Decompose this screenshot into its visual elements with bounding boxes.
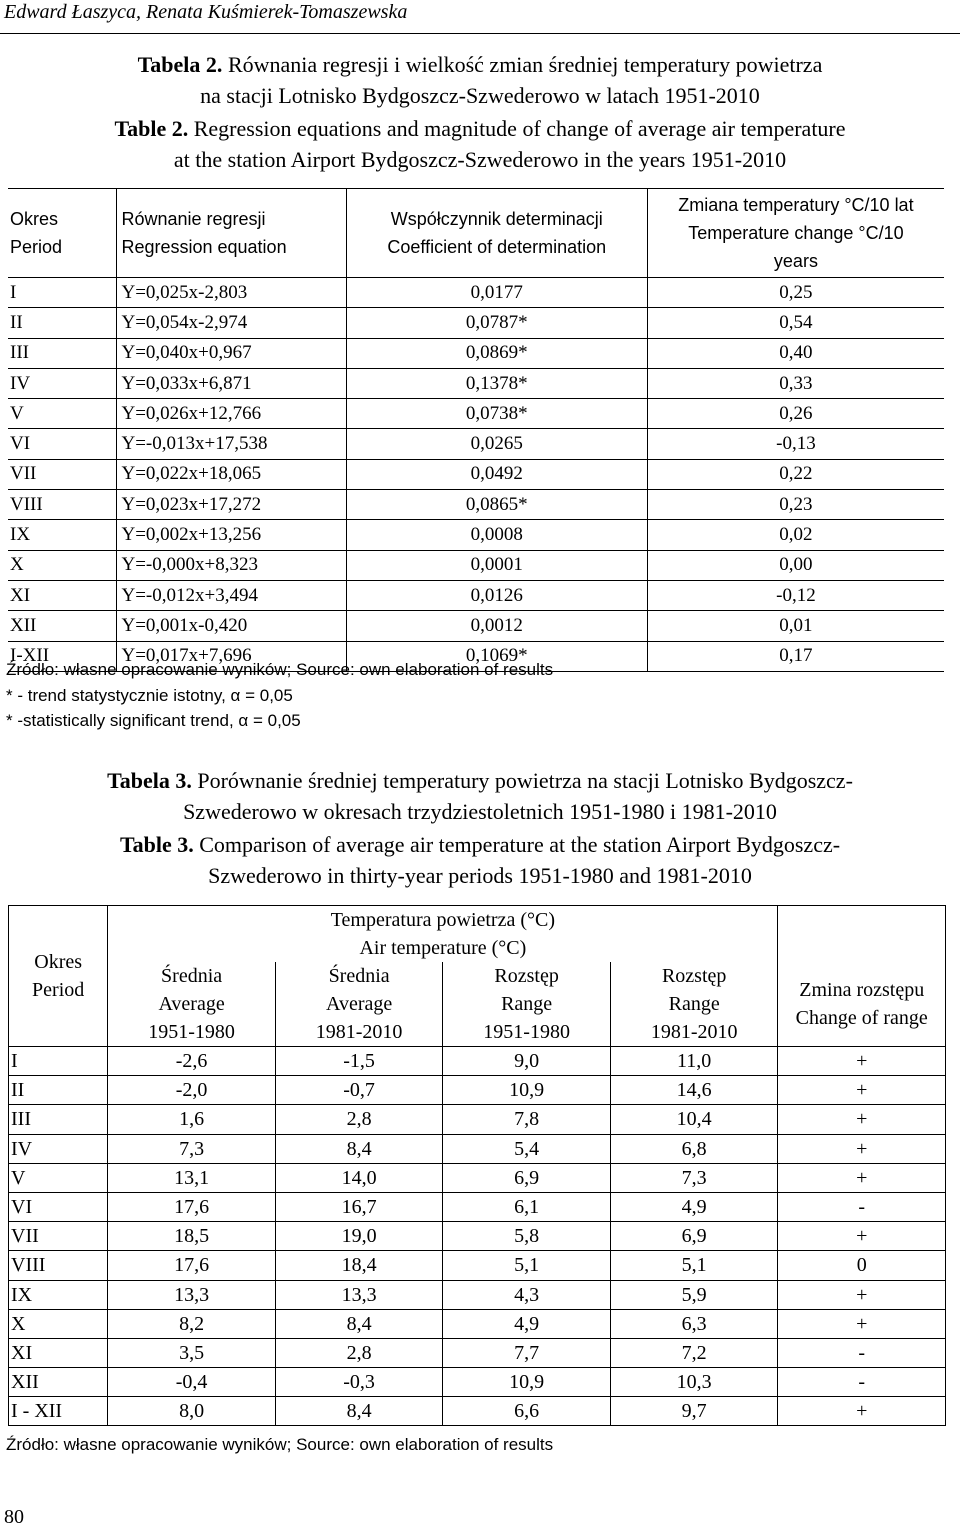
table3-cell-avg1: -0,4 bbox=[108, 1368, 276, 1397]
table3-cell-avg2: 18,4 bbox=[275, 1251, 443, 1280]
table3-cell-chg: - bbox=[778, 1338, 946, 1367]
table3-cell-chg: + bbox=[778, 1222, 946, 1251]
table3-header-change bbox=[778, 962, 946, 1047]
table3-caption-en bbox=[0, 829, 960, 891]
table3-cell-avg2: 19,0 bbox=[275, 1222, 443, 1251]
table-row bbox=[8, 490, 944, 520]
table3-header-period-en: Period bbox=[32, 979, 85, 1001]
table2-cell-change: 0,40 bbox=[647, 338, 944, 368]
table3-cell-avg2: 8,4 bbox=[275, 1309, 443, 1338]
table-row bbox=[9, 1105, 946, 1134]
table3-cell-avg1: 3,5 bbox=[108, 1338, 276, 1367]
table3-cell-avg1: 18,5 bbox=[108, 1222, 276, 1251]
table-row bbox=[8, 338, 944, 368]
table2-cell-coef: 0,0012 bbox=[346, 611, 647, 641]
table-row bbox=[9, 1309, 946, 1338]
table3-header-rng1-years: 1951-1980 bbox=[483, 1021, 570, 1043]
table-row bbox=[8, 580, 944, 610]
table3-cell-chg: + bbox=[778, 1309, 946, 1338]
table3-cell-rng1: 10,9 bbox=[443, 1368, 611, 1397]
table3-header-row-1 bbox=[9, 906, 946, 963]
table3 bbox=[8, 905, 946, 1426]
table2-cell-period: V bbox=[8, 399, 117, 429]
table3-cell-period: I - XII bbox=[9, 1397, 108, 1426]
table3-header-period-pl: Okres bbox=[34, 951, 83, 973]
table-row bbox=[9, 1134, 946, 1163]
table2-cell-equation: Y=0,025x-2,803 bbox=[117, 278, 346, 308]
table3-cell-avg2: -0,7 bbox=[275, 1076, 443, 1105]
table2-header-period bbox=[8, 189, 117, 278]
table2-cell-equation: Y=0,002x+13,256 bbox=[117, 520, 346, 550]
table3-header-avg2-en: Average bbox=[325, 993, 393, 1015]
table3-cell-rng2: 6,8 bbox=[610, 1134, 778, 1163]
table3-caption-pl-label: Tabela 3. bbox=[107, 768, 192, 793]
table3-cell-avg1: 17,6 bbox=[108, 1192, 276, 1221]
table2-header-change-pl: Zmiana temperatury °C/10 lat bbox=[678, 195, 914, 215]
table2-header-period-en: Period bbox=[10, 237, 63, 257]
table-row bbox=[8, 308, 944, 338]
table2-cell-change: 0,25 bbox=[647, 278, 944, 308]
table2-header-equation-pl: Równanie regresji bbox=[121, 209, 266, 229]
table2-header-change bbox=[647, 189, 944, 278]
table2-cell-change: 0,22 bbox=[647, 459, 944, 489]
table2-cell-period: X bbox=[8, 550, 117, 580]
table2-cell-coef: 0,0126 bbox=[346, 580, 647, 610]
table2 bbox=[8, 188, 944, 672]
table2-caption-en-line1: Regression equations and magnitude of change of average air temperature bbox=[193, 116, 846, 141]
table2-note-pl: * - trend statystycznie istotny, α = 0,05 bbox=[6, 686, 293, 705]
table2-caption-pl-line2: na stacji Lotnisko Bydgoszcz-Szwederowo w latach 1951-2010 bbox=[200, 83, 760, 108]
table3-cell-rng1: 7,7 bbox=[443, 1338, 611, 1367]
table3-cell-chg: - bbox=[778, 1368, 946, 1397]
table3-header-rng1 bbox=[443, 962, 611, 1047]
table3-header-rng2-years: 1981-2010 bbox=[650, 1021, 738, 1043]
table3-cell-chg: + bbox=[778, 1397, 946, 1426]
table3-header-period bbox=[9, 906, 108, 1047]
table3-cell-avg1: -2,0 bbox=[108, 1076, 276, 1105]
table3-cell-period: XII bbox=[9, 1368, 108, 1397]
table2-cell-coef: 0,0492 bbox=[346, 459, 647, 489]
table3-caption-pl bbox=[0, 765, 960, 827]
table2-caption-pl bbox=[0, 49, 960, 111]
table2-cell-period: I bbox=[8, 278, 117, 308]
table3-cell-chg: + bbox=[778, 1134, 946, 1163]
table2-cell-period: VI bbox=[8, 429, 117, 459]
table3-cell-avg2: 16,7 bbox=[275, 1192, 443, 1221]
table3-cell-period: XI bbox=[9, 1338, 108, 1367]
table3-cell-avg1: 8,2 bbox=[108, 1309, 276, 1338]
table3-header-group-pl: Temperatura powietrza (°C) bbox=[330, 909, 556, 931]
header-rule bbox=[0, 33, 960, 34]
table3-cell-rng1: 4,3 bbox=[443, 1280, 611, 1309]
table3-header-avg2-pl: Średnia bbox=[328, 965, 390, 987]
table3-cell-period: IX bbox=[9, 1280, 108, 1309]
table2-cell-change: 0,02 bbox=[647, 520, 944, 550]
table3-cell-rng1: 10,9 bbox=[443, 1076, 611, 1105]
table2-cell-change: 0,33 bbox=[647, 368, 944, 398]
table3-cell-rng1: 9,0 bbox=[443, 1047, 611, 1076]
table3-cell-avg1: -2,6 bbox=[108, 1047, 276, 1076]
table2-cell-change: 0,23 bbox=[647, 490, 944, 520]
table3-header-change-en: Change of range bbox=[795, 1007, 928, 1029]
table-row bbox=[9, 1192, 946, 1221]
table3-cell-period: IV bbox=[9, 1134, 108, 1163]
table3-cell-avg1: 1,6 bbox=[108, 1105, 276, 1134]
table2-caption-en-line2: at the station Airport Bydgoszcz-Szwederowo in the years 1951-2010 bbox=[173, 147, 787, 172]
table-row bbox=[9, 1338, 946, 1367]
table2-header-row bbox=[8, 189, 944, 278]
table-row bbox=[9, 1280, 946, 1309]
table-row bbox=[9, 1397, 946, 1426]
table3-cell-avg2: 8,4 bbox=[275, 1134, 443, 1163]
table2-header-change-en: Temperature change °C/10 bbox=[688, 223, 904, 243]
table3-cell-rng1: 4,9 bbox=[443, 1309, 611, 1338]
table2-cell-equation: Y=0,017x+7,696 bbox=[117, 641, 346, 671]
table3-header-rng2 bbox=[610, 962, 778, 1047]
table-row bbox=[9, 1163, 946, 1192]
table3-cell-period: II bbox=[9, 1076, 108, 1105]
table3-cell-avg2: 2,8 bbox=[275, 1105, 443, 1134]
table3-cell-rng1: 5,8 bbox=[443, 1222, 611, 1251]
table3-cell-period: X bbox=[9, 1309, 108, 1338]
table2-caption-en bbox=[0, 113, 960, 175]
table3-cell-chg: + bbox=[778, 1280, 946, 1309]
table2-source: Źródło: własne opracowanie wyników; Source: own elaboration of results bbox=[6, 660, 554, 679]
table2-cell-period: III bbox=[8, 338, 117, 368]
table3-cell-chg: 0 bbox=[778, 1251, 946, 1280]
running-header: Edward Łaszyca, Renata Kuśmierek-Tomaszewska bbox=[4, 1, 408, 23]
table3-cell-period: VI bbox=[9, 1192, 108, 1221]
table3-cell-rng2: 11,0 bbox=[610, 1047, 778, 1076]
table3-cell-rng2: 5,1 bbox=[610, 1251, 778, 1280]
table3-cell-avg2: 14,0 bbox=[275, 1163, 443, 1192]
table2-header-period-pl: Okres bbox=[10, 209, 59, 229]
table2-header-equation-en: Regression equation bbox=[121, 237, 287, 257]
table2-cell-coef: 0,1378* bbox=[346, 368, 647, 398]
table2-cell-change: -0,12 bbox=[647, 580, 944, 610]
table-row bbox=[9, 1047, 946, 1076]
table3-header-avg1-pl: Średnia bbox=[161, 965, 223, 987]
table2-cell-equation: Y=0,026x+12,766 bbox=[117, 399, 346, 429]
table3-cell-chg: - bbox=[778, 1192, 946, 1221]
table-row bbox=[8, 278, 944, 308]
table2-caption-pl-line1: Równania regresji i wielkość zmian średniej temperatury powietrza bbox=[227, 52, 823, 77]
table3-header-change-pl: Zmina rozstępu bbox=[799, 979, 925, 1001]
table3-caption-en-line1: Comparison of average air temperature at the station Airport Bydgoszcz- bbox=[199, 832, 841, 857]
table3-header-rng1-pl: Rozstęp bbox=[494, 965, 559, 987]
table2-cell-period: II bbox=[8, 308, 117, 338]
table3-cell-rng1: 6,1 bbox=[443, 1192, 611, 1221]
table3-header-group-en: Air temperature (°C) bbox=[359, 937, 527, 959]
table3-cell-chg: + bbox=[778, 1105, 946, 1134]
table3-cell-period: VIII bbox=[9, 1251, 108, 1280]
table3-cell-avg1: 7,3 bbox=[108, 1134, 276, 1163]
table2-cell-coef: 0,0265 bbox=[346, 429, 647, 459]
table3-cell-rng2: 6,3 bbox=[610, 1309, 778, 1338]
table2-header-coef bbox=[346, 189, 647, 278]
table2-cell-equation: Y=0,033x+6,871 bbox=[117, 368, 346, 398]
table3-cell-rng1: 7,8 bbox=[443, 1105, 611, 1134]
table3-header-rng1-en: Range bbox=[501, 993, 553, 1015]
table3-cell-rng2: 6,9 bbox=[610, 1222, 778, 1251]
table3-header-rng2-pl: Rozstęp bbox=[661, 965, 727, 987]
table2-cell-period: VIII bbox=[8, 490, 117, 520]
table2-cell-change: 0,26 bbox=[647, 399, 944, 429]
table3-header-rng2-en: Range bbox=[668, 993, 720, 1015]
table3-cell-rng1: 6,6 bbox=[443, 1397, 611, 1426]
table2-cell-coef: 0,0008 bbox=[346, 520, 647, 550]
table2-note-en: * -statistically significant trend, α = 0,05 bbox=[6, 711, 301, 730]
table2-cell-change: 0,54 bbox=[647, 308, 944, 338]
table2-cell-period: XI bbox=[8, 580, 117, 610]
table3-header-avg1-years: 1951-1980 bbox=[148, 1021, 235, 1043]
table3-cell-avg1: 17,6 bbox=[108, 1251, 276, 1280]
table3-cell-rng2: 7,3 bbox=[610, 1163, 778, 1192]
table2-cell-change: -0,13 bbox=[647, 429, 944, 459]
table3-header-avg1 bbox=[108, 962, 276, 1047]
table2-cell-coef: 0,1069* bbox=[346, 641, 647, 671]
table2-header-coef-pl: Współczynnik determinacji bbox=[390, 209, 603, 229]
table-row bbox=[8, 459, 944, 489]
table2-cell-period: IV bbox=[8, 368, 117, 398]
table3-header-change-top bbox=[778, 906, 946, 963]
table2-cell-equation: Y=0,022x+18,065 bbox=[117, 459, 346, 489]
table-row bbox=[8, 520, 944, 550]
table3-cell-avg1: 13,3 bbox=[108, 1280, 276, 1309]
table2-cell-coef: 0,0738* bbox=[346, 399, 647, 429]
table-row bbox=[8, 550, 944, 580]
table3-cell-avg2: 2,8 bbox=[275, 1338, 443, 1367]
table3-cell-rng1: 5,1 bbox=[443, 1251, 611, 1280]
table3-cell-avg1: 8,0 bbox=[108, 1397, 276, 1426]
table-row bbox=[8, 399, 944, 429]
table2-header-change-en2: years bbox=[773, 251, 818, 271]
table3-cell-period: VII bbox=[9, 1222, 108, 1251]
table-row bbox=[8, 429, 944, 459]
table3-cell-avg2: -0,3 bbox=[275, 1368, 443, 1397]
table2-cell-coef: 0,0787* bbox=[346, 308, 647, 338]
table3-cell-rng2: 14,6 bbox=[610, 1076, 778, 1105]
table3-caption-pl-line2: Szwederowo w okresach trzydziestoletnich 1951-1980 i 1981-2010 bbox=[183, 799, 777, 824]
table-row bbox=[9, 1251, 946, 1280]
table2-cell-equation: Y=-0,013x+17,538 bbox=[117, 429, 346, 459]
table2-cell-coef: 0,0869* bbox=[346, 338, 647, 368]
table3-cell-chg: + bbox=[778, 1163, 946, 1192]
table2-cell-period: VII bbox=[8, 459, 117, 489]
table3-header-row-2 bbox=[9, 962, 946, 1047]
table3-caption-en-line2: Szwederowo in thirty-year periods 1951-1980 and 1981-2010 bbox=[208, 863, 752, 888]
table3-cell-rng1: 6,9 bbox=[443, 1163, 611, 1192]
table2-cell-coef: 0,0865* bbox=[346, 490, 647, 520]
table-row bbox=[9, 1368, 946, 1397]
table3-cell-rng2: 7,2 bbox=[610, 1338, 778, 1367]
table2-cell-period: I-XII bbox=[8, 641, 117, 671]
table3-cell-period: I bbox=[9, 1047, 108, 1076]
table2-header-coef-en: Coefficient of determination bbox=[387, 237, 607, 257]
table3-cell-chg: + bbox=[778, 1047, 946, 1076]
table3-header-avg2-years: 1981-2010 bbox=[315, 1021, 403, 1043]
table3-cell-chg: + bbox=[778, 1076, 946, 1105]
table-row bbox=[9, 1222, 946, 1251]
table-row bbox=[8, 368, 944, 398]
table3-caption-pl-line1: Porównanie średniej temperatury powietrza na stacji Lotnisko Bydgoszcz- bbox=[197, 768, 853, 793]
table3-header-avg1-en: Average bbox=[158, 993, 225, 1015]
table3-cell-rng2: 10,3 bbox=[610, 1368, 778, 1397]
table3-header-avg2 bbox=[275, 962, 443, 1047]
table3-cell-avg2: 13,3 bbox=[275, 1280, 443, 1309]
table2-cell-equation: Y=0,023x+17,272 bbox=[117, 490, 346, 520]
table3-cell-avg2: -1,5 bbox=[275, 1047, 443, 1076]
table2-cell-equation: Y=0,054x-2,974 bbox=[117, 308, 346, 338]
table2-cell-coef: 0,0001 bbox=[346, 550, 647, 580]
table3-cell-avg2: 8,4 bbox=[275, 1397, 443, 1426]
table2-cell-coef: 0,0177 bbox=[346, 278, 647, 308]
table2-cell-equation: Y=0,040x+0,967 bbox=[117, 338, 346, 368]
table2-cell-period: IX bbox=[8, 520, 117, 550]
table3-cell-avg1: 13,1 bbox=[108, 1163, 276, 1192]
table2-cell-equation: Y=-0,000x+8,323 bbox=[117, 550, 346, 580]
page-number: 80 bbox=[4, 1506, 24, 1528]
table2-caption-en-label: Table 2. bbox=[114, 116, 189, 141]
table3-cell-period: III bbox=[9, 1105, 108, 1134]
table2-cell-equation: Y=-0,012x+3,494 bbox=[117, 580, 346, 610]
table2-cell-change: 0,00 bbox=[647, 550, 944, 580]
table-row bbox=[9, 1076, 946, 1105]
table2-cell-period: XII bbox=[8, 611, 117, 641]
table3-source: Źródło: własne opracowanie wyników; Source: own elaboration of results bbox=[6, 1435, 554, 1454]
table3-cell-period: V bbox=[9, 1163, 108, 1192]
table3-cell-rng2: 4,9 bbox=[610, 1192, 778, 1221]
table2-cell-change: 0,17 bbox=[647, 641, 944, 671]
table3-cell-rng2: 5,9 bbox=[610, 1280, 778, 1309]
table2-cell-change: 0,01 bbox=[647, 611, 944, 641]
table3-caption-en-label: Table 3. bbox=[119, 832, 194, 857]
table-row bbox=[8, 611, 944, 641]
table2-header-equation bbox=[117, 189, 346, 278]
table2-cell-equation: Y=0,001x-0,420 bbox=[117, 611, 346, 641]
table2-caption-pl-label: Tabela 2. bbox=[137, 52, 223, 77]
table3-header-group bbox=[108, 906, 778, 963]
table3-cell-rng2: 9,7 bbox=[610, 1397, 778, 1426]
table3-cell-rng1: 5,4 bbox=[443, 1134, 611, 1163]
table3-cell-rng2: 10,4 bbox=[610, 1105, 778, 1134]
